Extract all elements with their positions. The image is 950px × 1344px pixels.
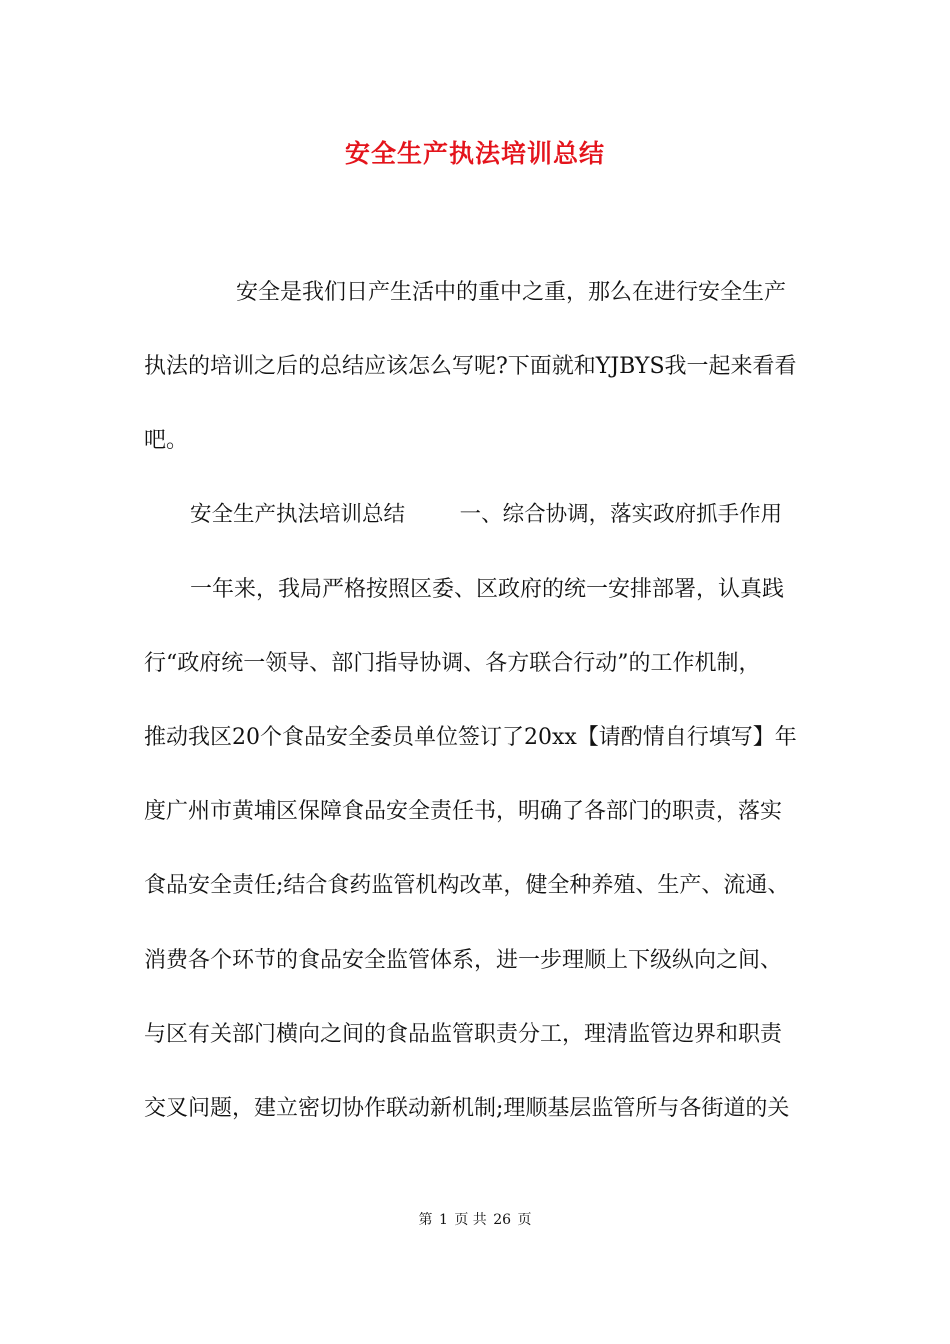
section-heading-line: 安全生产执法培训总结 一、综合协调，落实政府抓手作用 xyxy=(190,502,783,527)
paragraph-line: 度广州市黄埔区保障食品安全责任书，明确了各部门的职责，落实 xyxy=(144,799,783,824)
paragraph-line: 消费各个环节的食品安全监管体系，进一步理顺上下级纵向之间、 xyxy=(144,948,783,973)
page-label-pre: 第 xyxy=(418,1212,433,1228)
page-label-mid: 页 共 xyxy=(454,1212,487,1228)
page-current: 1 xyxy=(438,1212,448,1228)
paragraph-line: 推动我区20个食品安全委员单位签订了20xx【请酌情自行填写】年 xyxy=(144,725,797,750)
page-total: 26 xyxy=(493,1212,512,1228)
paragraph-line: 安全是我们日产生活中的重中之重，那么在进行安全生产 xyxy=(236,280,787,305)
paragraph-line: 执法的培训之后的总结应该怎么写呢?下面就和YJBYS我一起来看看 xyxy=(144,354,797,379)
paragraph-line: 与区有关部门横向之间的食品监管职责分工，理清监管边界和职责 xyxy=(144,1022,783,1047)
document-title: 安全生产执法培训总结 xyxy=(344,139,605,168)
paragraph-line: 交叉问题，建立密切协作联动新机制;理顺基层监管所与各街道的关 xyxy=(144,1096,790,1121)
paragraph-line: 行“政府统一领导、部门指导协调、各方联合行动”的工作机制， xyxy=(144,651,761,676)
paragraph-line: 一年来，我局严格按照区委、区政府的统一安排部署，认真践 xyxy=(190,577,785,602)
paragraph-line: 食品安全责任;结合食药监管机构改革，健全种养殖、生产、流通、 xyxy=(144,873,790,898)
page-footer xyxy=(0,1210,950,1230)
page-label-post: 页 xyxy=(517,1212,532,1228)
paragraph-line: 吧。 xyxy=(144,428,189,453)
